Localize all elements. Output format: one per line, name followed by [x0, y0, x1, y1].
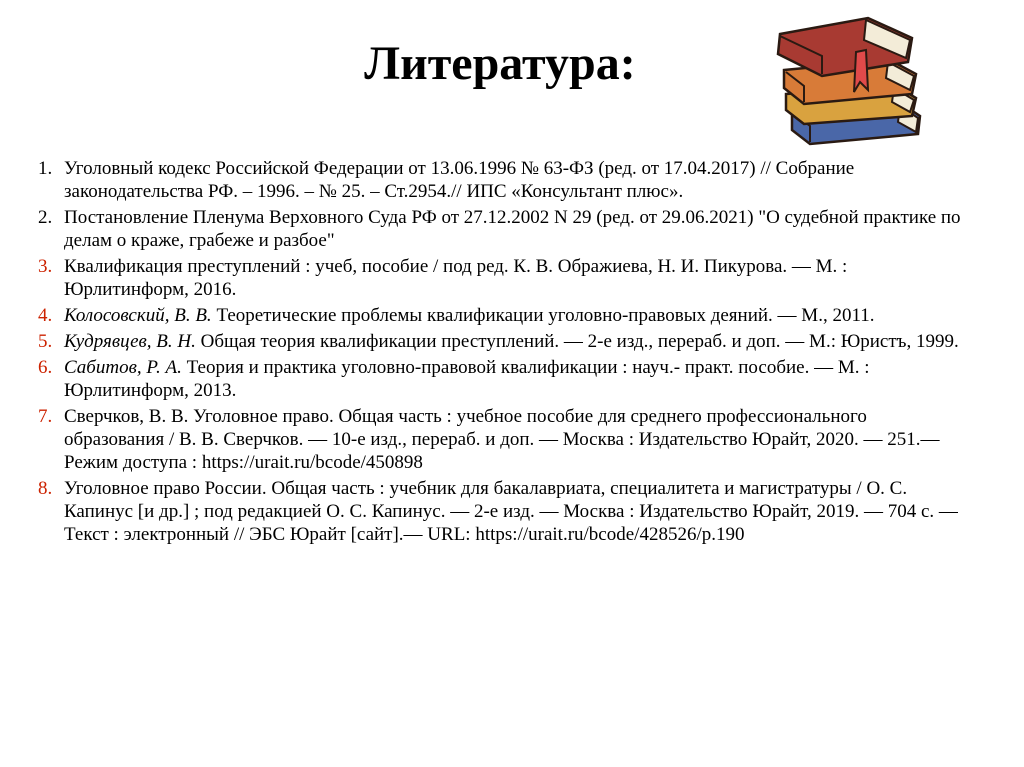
reference-item — [38, 477, 968, 546]
reference-item — [38, 405, 968, 474]
reference-number: 5. — [38, 331, 53, 352]
reference-text — [64, 330, 968, 353]
reference-text — [64, 255, 968, 301]
reference-item — [38, 206, 968, 252]
reference-number: 8. — [38, 478, 53, 499]
reference-title: Теоретические проблемы квалификации уголовно-правовых деяний. — М., 2011. — [211, 305, 875, 326]
reference-title: Уголовное право России. Общая часть : учебник для бакалавриата, специалитета и магистратуры / О. С. Капинус [и др.] ; под редакцией О. С. Капинус. — 2-е изд. — Москва : Издательство Юрайт, 2019. — 704 с. — Текст : электронный // ЭБС Юрайт [сайт].— URL: https://urait.ru/bcode/428526/p.190 — [64, 478, 958, 545]
reference-number: 7. — [38, 406, 53, 427]
reference-title: Теория и практика уголовно-правовой квалификации : науч.- практ. пособие. — М. : Юрлитинформ, 2013. — [64, 357, 870, 401]
reference-title: Постановление Пленума Верховного Суда РФ от 27.12.2002 N 29 (ред. от 29.06.2021) "О судебной практике по делам о краже, грабеже и разбое" — [64, 207, 961, 251]
reference-text — [64, 304, 968, 327]
reference-list — [38, 157, 968, 549]
reference-text — [64, 157, 968, 203]
reference-text — [64, 206, 968, 252]
reference-item — [38, 157, 968, 203]
reference-number: 6. — [38, 357, 53, 378]
reference-text — [64, 477, 968, 546]
reference-title: Общая теория квалификации преступлений. — 2-е изд., перераб. и доп. — М.: Юристъ, 1999. — [195, 331, 959, 352]
book-stack-icon — [772, 12, 938, 148]
reference-number: 3. — [38, 256, 53, 277]
reference-title: Сверчков, В. В. Уголовное право. Общая часть : учебное пособие для среднего профессионального образования / В. В. Сверчков. — 10-е изд., перераб. и доп. — Москва : Издательство Юрайт, 2020. — 251.— Режим доступа : https://urait.ru/bcode/450898 — [64, 406, 940, 473]
reference-item — [38, 356, 968, 402]
reference-text — [64, 405, 968, 474]
reference-number: 2. — [38, 207, 53, 228]
slide-title: Литература: — [364, 37, 636, 90]
reference-text — [64, 356, 968, 402]
reference-author: Кудрявцев, В. Н. — [64, 331, 196, 352]
reference-author: Сабитов, Р. А. — [64, 357, 182, 378]
reference-title: Квалификация преступлений : учеб, пособие / под ред. К. В. Ображиева, Н. И. Пикурова. — М. : Юрлитинформ, 2016. — [64, 256, 848, 300]
reference-item — [38, 304, 968, 327]
reference-item — [38, 255, 968, 301]
reference-number: 1. — [38, 158, 53, 179]
reference-number: 4. — [38, 305, 53, 326]
reference-item — [38, 330, 968, 353]
reference-title: Уголовный кодекс Российской Федерации от 13.06.1996 № 63-ФЗ (ред. от 17.04.2017) // Собрание законодательства РФ. – 1996. – № 25. – Ст.2954.// ИПС «Консультант плюс». — [64, 158, 855, 202]
reference-author: Колосовский, В. В. — [64, 305, 212, 326]
